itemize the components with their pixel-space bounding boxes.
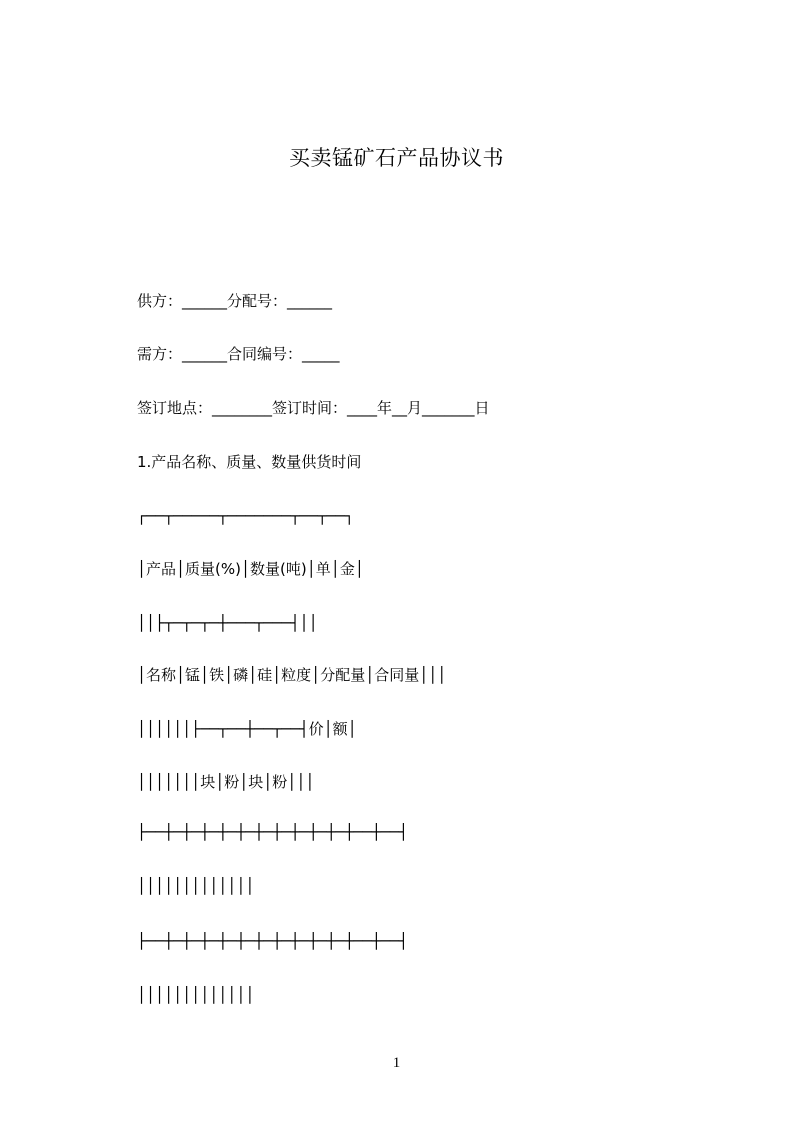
table-line: │││││││││││││ [137,877,255,895]
table-line: ┌──┬─────┬───────┬──┬──┐ [137,507,354,525]
table-line: │产品│质量(%)│数量(吨)│单│金│ [137,560,364,578]
buyer-line: 需方：______合同编号：_____ [137,345,340,363]
table-line: ││││││├──┬──┼──┬──┤价│额│ [137,720,357,738]
table-line: ││├┬─┬─┬─┼───┬───┤││ [137,614,318,632]
table-line: │││││││││││││ [137,986,255,1004]
table-line: ├──┼─┼─┼─┼─┼─┼─┼─┼─┼─┼─┼──┼──┤ [137,932,408,950]
table-line: ├──┼─┼─┼─┼─┼─┼─┼─┼─┼─┼─┼──┼──┤ [137,823,408,841]
signing-line: 签订地点：________签订时间：____年__月_______日 [137,399,490,417]
page-number: 1 [392,1055,401,1071]
supplier-line: 供方：______分配号：______ [137,292,333,310]
document-title: 买卖锰矿石产品协议书 [289,146,504,170]
table-line: │名称│锰│铁│磷│硅│粒度│分配量│合同量│││ [137,666,447,684]
table-line: │││││││块│粉│块│粉│││ [137,773,315,791]
section-heading: 1.产品名称、质量、数量供货时间 [137,453,362,471]
